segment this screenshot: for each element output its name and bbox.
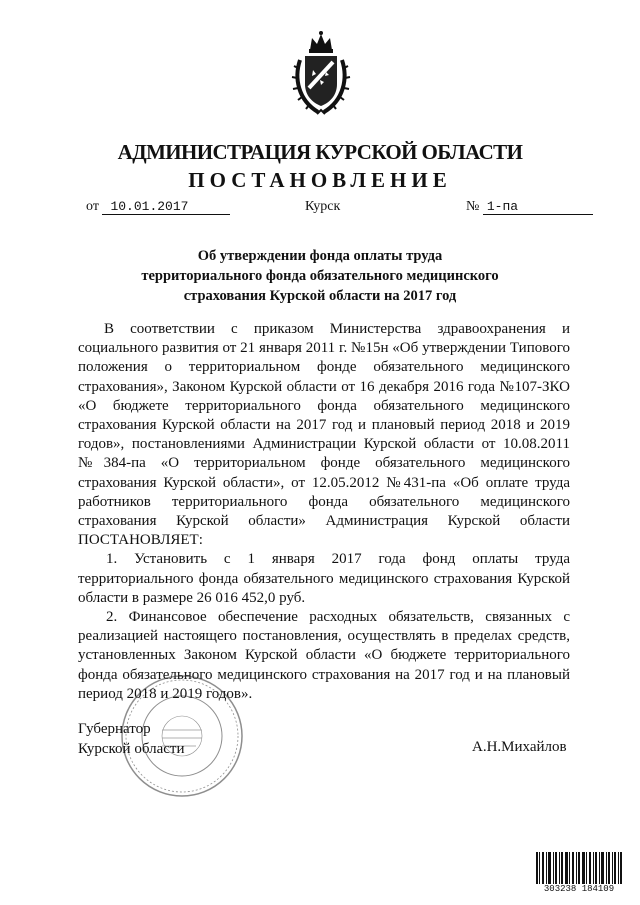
subject-line: территориального фонда обязательного медицинского (141, 268, 499, 284)
document-number (466, 199, 593, 215)
number-prefix: № (466, 199, 480, 214)
kursk-coat-of-arms-icon (290, 28, 352, 118)
signatory-title-line: Курской области (78, 741, 185, 757)
document-date (86, 199, 230, 215)
body-paragraph-item-1: 1. Установить с 1 января 2017 года фонд оплаты труда территориального фонда обязательного медицинского страхования Курской области в размере 26 016 452,0 руб. (78, 551, 570, 606)
signatory-title (78, 719, 184, 759)
coat-of-arms-emblem (290, 28, 352, 118)
signatory-name: А.Н.Михайлов (472, 739, 567, 755)
document-body (78, 320, 570, 704)
number-value: 1-па (483, 199, 593, 215)
subject-line: страхования Курской области на 2017 год (183, 288, 457, 304)
body-paragraph-item-2: 2. Финансовое обеспечение расходных обязательств, связанных с реализацией настоящего постановления, осуществлять в пределах средств, установленных Законом Курской области «О бюджете территориального фонда обязательного медицинского страхования на 2017 год и на плановый период 2018 и 2019 годов». (78, 609, 570, 702)
date-prefix: от (86, 199, 99, 214)
document-type: ПОСТАНОВЛЕНИЕ (188, 168, 452, 192)
barcode-number: 303238 184109 (543, 884, 615, 894)
date-value: 10.01.2017 (102, 199, 230, 215)
subject-line: Об утверждении фонда оплаты труда (197, 248, 443, 264)
body-paragraph-preamble: В соответствии с приказом Министерства здравоохранения и социального развития от 21 января 2011 г. №15н «Об утверждении Типового положения о территориальном фонде обязательного медицинского страхования», Законом Курской области от 16 декабря 2016 года №107-ЗКО «О бюджете территориального фонда обязательного медицинского страхования Курской области на 2017 год и плановый период 2018 и 2019 годов», постановлениями Администрации Курской области от 10.08.2011 №384-па «О территориальном фонде обязательного медицинского страхования Курской области», от 12.05.2012 №431-па «Об оплате труда работников территориального фонда обязательного медицинского страхования Курской области» Администрация Курской области ПОСТАНОВЛЯЕТ: (78, 321, 570, 549)
organization-title: АДМИНИСТРАЦИЯ КУРСКОЙ ОБЛАСТИ (117, 140, 523, 164)
document-subject (100, 246, 540, 306)
barcode-icon (536, 852, 622, 884)
document-city: Курск (305, 199, 341, 214)
signatory-title-line: Губернатор (78, 721, 151, 737)
